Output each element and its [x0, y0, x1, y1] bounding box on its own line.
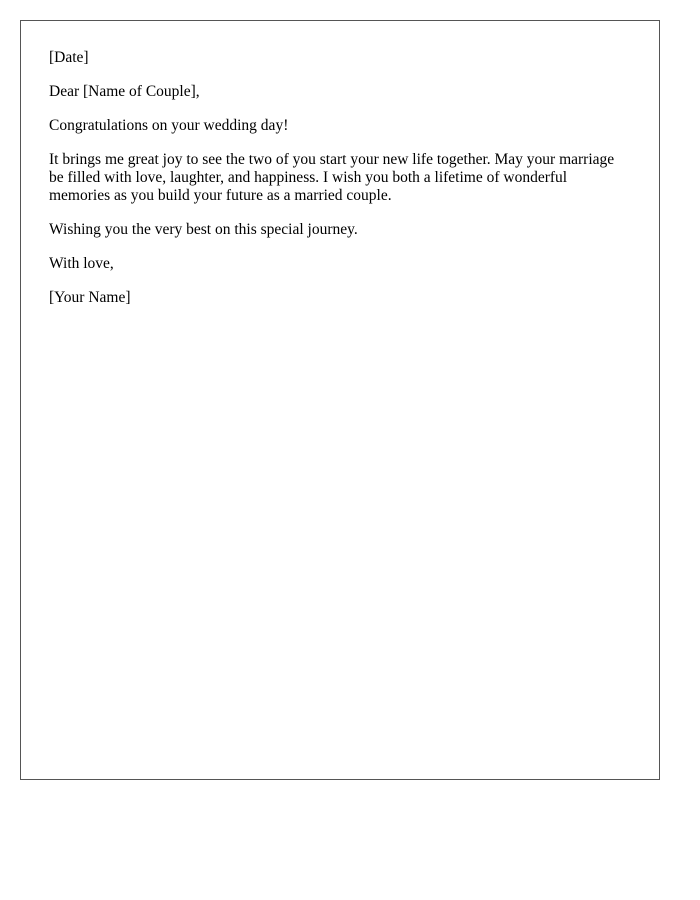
letter-salutation: Dear [Name of Couple], [49, 83, 200, 100]
letter-date: [Date] [49, 49, 89, 66]
letter-wish: Wishing you the very best on this special journey. [49, 221, 358, 238]
letter-opening: Congratulations on your wedding day! [49, 117, 289, 134]
letter-signature: [Your Name] [49, 289, 131, 306]
letter-body: It brings me great joy to see the two of you start your new life together. May your marriage be filled with love, laughter, and happiness. I wish you both a lifetime of wonderful memories as you build your future as a married couple. [49, 151, 615, 204]
letter-page [20, 20, 660, 780]
letter-closing: With love, [49, 255, 114, 272]
